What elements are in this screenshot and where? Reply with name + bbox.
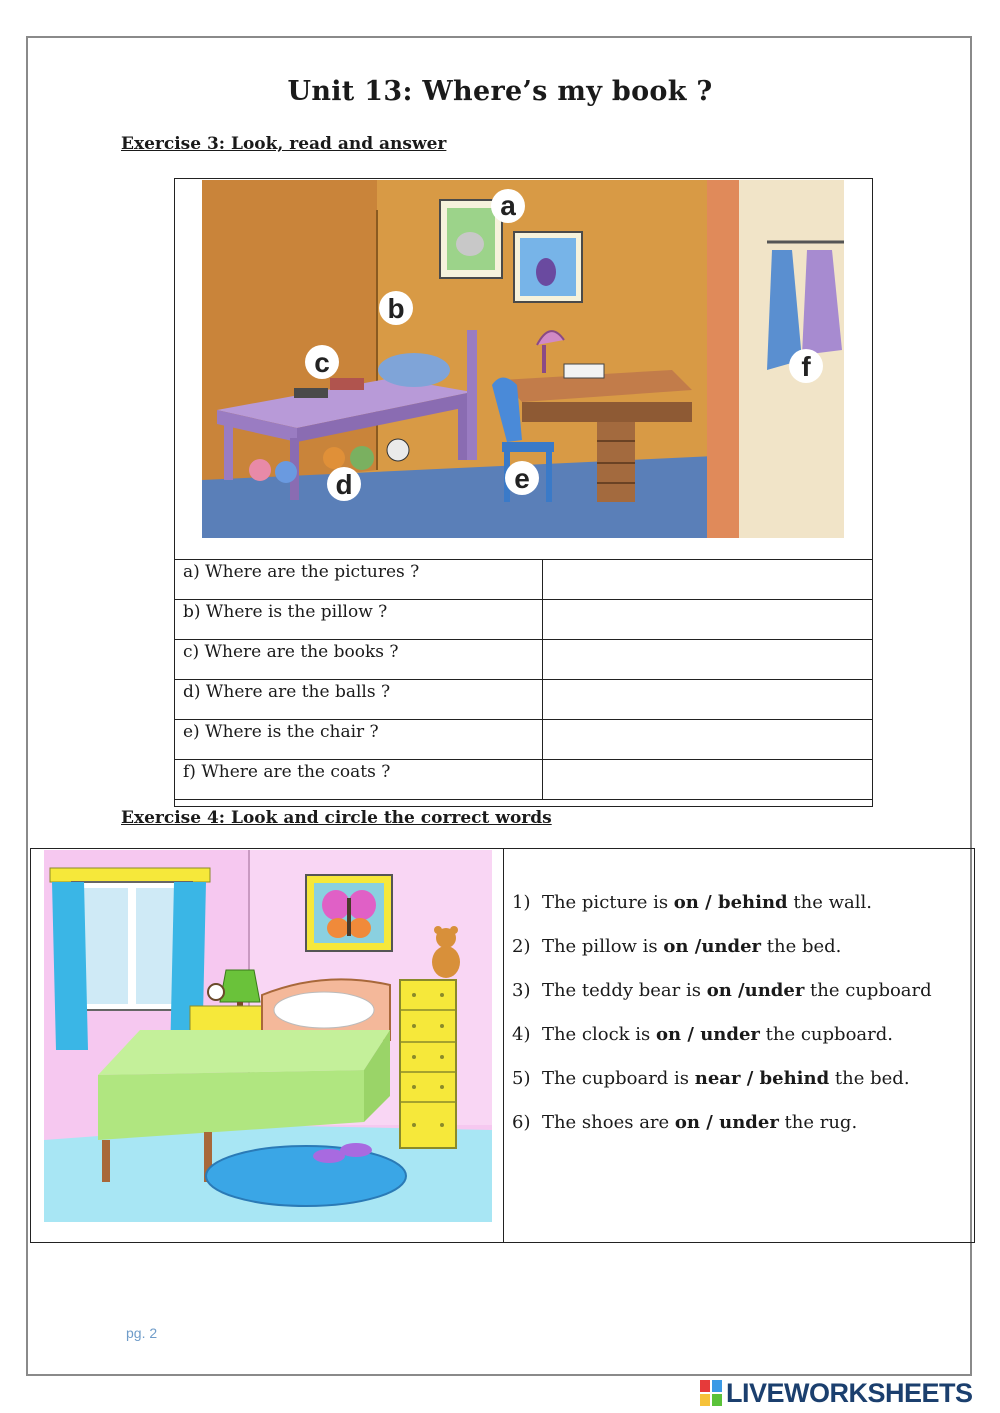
bedroom-illustration-ex3 (202, 180, 844, 538)
logo-blocks-icon (700, 1380, 722, 1406)
answer-cell[interactable] (543, 640, 873, 680)
sentence-item: 4) The clock is on / under the cupboard. (512, 1024, 893, 1045)
table-row (175, 640, 873, 680)
exercise-4-sentences (512, 892, 932, 1156)
label-f: f (801, 351, 811, 382)
page-number: pg. 2 (126, 1325, 158, 1341)
label-b: b (387, 293, 405, 324)
label-c: c (314, 347, 330, 378)
label-e: e (514, 463, 530, 494)
option-words[interactable]: on /under (663, 936, 762, 957)
sentence-item: 3) The teddy bear is on /under the cupboard (512, 980, 932, 1001)
sentence-item: 6) The shoes are on / under the rug. (512, 1112, 858, 1133)
option-words[interactable]: on / under (656, 1024, 760, 1045)
bedroom-illustration-ex4 (44, 850, 492, 1222)
label-a: a (500, 190, 516, 221)
table-row (175, 680, 873, 720)
option-words[interactable]: on / behind (673, 892, 788, 913)
exercise-3-question-table (174, 559, 873, 800)
sentence-item: 5) The cupboard is near / behind the bed. (512, 1068, 910, 1089)
question-cell: e) Where is the chair ? (175, 720, 543, 760)
logo-text: LIVEWORKSHEETS (726, 1377, 973, 1408)
question-cell: d) Where are the balls ? (175, 680, 543, 720)
table-row (175, 720, 873, 760)
exercise-4-divider (503, 848, 504, 1243)
exercise-3-heading: Exercise 3: Look, read and answer (121, 134, 447, 154)
answer-cell[interactable] (543, 600, 873, 640)
option-words[interactable]: on / under (674, 1112, 779, 1133)
table-row (175, 560, 873, 600)
question-cell: f) Where are the coats ? (175, 760, 543, 800)
answer-cell[interactable] (543, 560, 873, 600)
answer-cell[interactable] (543, 720, 873, 760)
answer-cell[interactable] (543, 680, 873, 720)
exercise-4-heading: Exercise 4: Look and circle the correct words (121, 808, 552, 828)
option-words[interactable]: near / behind (694, 1068, 830, 1089)
sentence-item: 1) The picture is on / behind the wall. (512, 892, 872, 913)
page-title: Unit 13: Where’s my book ? (287, 76, 713, 107)
option-words[interactable]: on /under (706, 980, 805, 1001)
question-cell: c) Where are the books ? (175, 640, 543, 680)
table-row (175, 600, 873, 640)
liveworksheets-logo[interactable] (700, 1378, 973, 1408)
answer-cell[interactable] (543, 760, 873, 800)
sentence-item: 2) The pillow is on /under the bed. (512, 936, 842, 957)
question-cell: a) Where are the pictures ? (175, 560, 543, 600)
table-row (175, 760, 873, 800)
question-cell: b) Where is the pillow ? (175, 600, 543, 640)
label-d: d (335, 469, 353, 500)
